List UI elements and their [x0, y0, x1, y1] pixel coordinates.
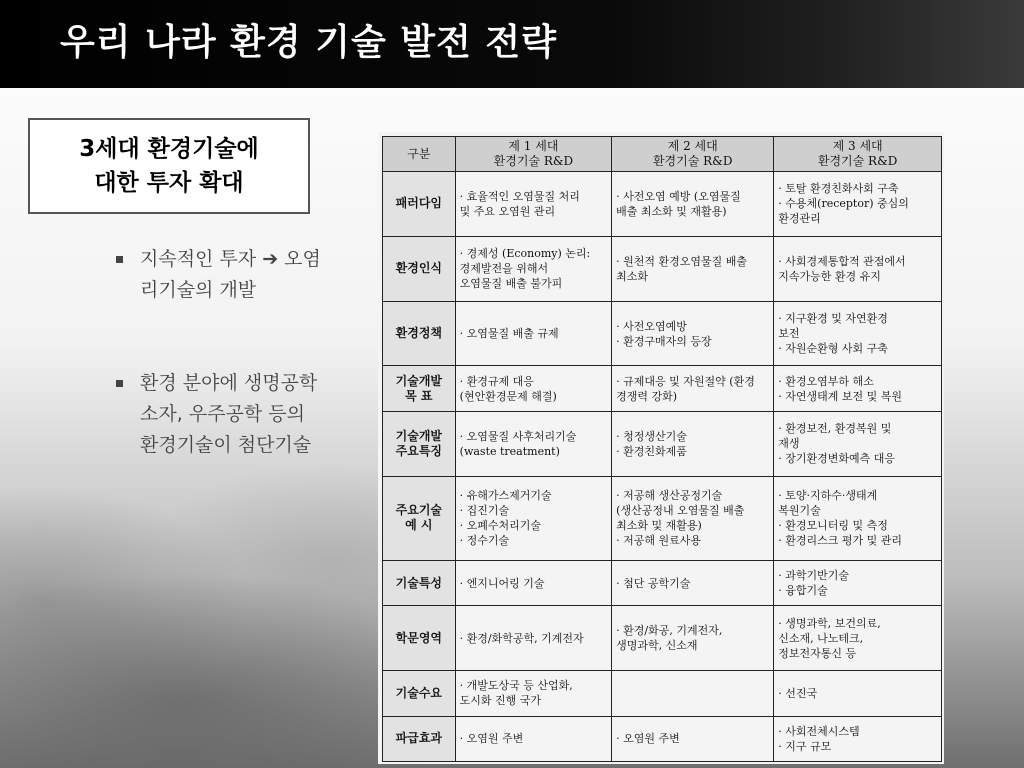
cell-text-line: · 선진국 [778, 686, 818, 700]
cell-text-line: · 장기환경변화예측 대응 [778, 452, 896, 466]
table-header-row [383, 137, 942, 172]
table-cell [612, 411, 774, 476]
bullet-text-line: 환경기술이 첨단기술 [140, 434, 312, 456]
cell-text-line: · 오염물질 사후처리기술 [459, 429, 577, 443]
table-cell [455, 236, 612, 301]
cell-text-line: · 환경리스크 평가 및 관리 [778, 534, 903, 548]
bullet-text-line: 지속적인 투자 ➔ 오염 [140, 248, 321, 270]
callout-box [28, 118, 310, 214]
row-header-cell: 기술수요 [383, 671, 456, 716]
cell-text-line: · 토탈 환경친화사회 구축 [778, 182, 899, 196]
row-header-cell: 기술개발 주요특징 [383, 411, 456, 476]
cell-text-line: 생명과학, 신소재 [616, 639, 698, 653]
cell-text-line: 경쟁력 강화) [616, 389, 678, 403]
cell-text-line: · 사회전체시스템 [778, 724, 860, 738]
cell-text-line: · 자원순환형 사회 구축 [778, 342, 888, 356]
header-cell: 제 3 세대 환경기술 R&D [774, 137, 942, 172]
comparison-table [382, 136, 942, 762]
table-cell [774, 301, 942, 366]
cell-text-line: · 저공해 원료사용 [616, 534, 702, 548]
title-bar [0, 0, 1024, 88]
cell-text-line: · 과학기반기술 [778, 569, 850, 583]
row-header-cell: 기술개발 목 표 [383, 366, 456, 411]
cell-text-line: · 환경보전, 환경복원 및 [778, 422, 892, 436]
table-row [383, 236, 942, 301]
table-cell [612, 236, 774, 301]
slide-title: 우리 나라 환경 기술 발전 전략 [60, 22, 557, 63]
row-header-cell: 환경정책 [383, 301, 456, 366]
table-cell [774, 606, 942, 671]
bullet-square-icon [116, 380, 123, 387]
cell-text-line: · 첨단 공학기술 [616, 576, 691, 590]
table-cell [774, 671, 942, 716]
table-cell [612, 671, 774, 716]
cell-text-line: 정보전자통신 등 [778, 646, 857, 660]
table-cell [455, 671, 612, 716]
cell-text-line: 도시화 진행 국가 [459, 694, 542, 708]
cell-text-line: · 경제성 (Economy) 논리: [459, 247, 591, 261]
table-cell [612, 172, 774, 237]
table-row [383, 716, 942, 761]
cell-text-line: · 사전오염 예방 (오염물질 [616, 189, 741, 203]
table-row [383, 560, 942, 605]
table-cell [612, 301, 774, 366]
cell-text-line: · 오염원 주변 [459, 732, 524, 746]
table-cell [455, 411, 612, 476]
table-cell [455, 476, 612, 560]
cell-text-line: 신소재, 나노테크, [778, 631, 864, 645]
cell-text-line: 최소화 및 재활용) [616, 519, 702, 533]
table-cell [455, 366, 612, 411]
header-cell: 제 2 세대 환경기술 R&D [612, 137, 774, 172]
table-cell [774, 476, 942, 560]
bullet-text-line: 리기술의 개발 [140, 279, 257, 301]
table-cell [455, 560, 612, 605]
table-row [383, 476, 942, 560]
row-header-cell: 파급효과 [383, 716, 456, 761]
cell-text-line: · 효율적인 오염물질 처리 [459, 189, 580, 203]
cell-text-line: · 환경/화공, 기계전자, [616, 624, 723, 638]
table-cell [612, 716, 774, 761]
cell-text-line: · 환경친화제품 [616, 444, 687, 458]
header-cell: 구분 [383, 137, 456, 172]
header-cell: 제 1 세대 환경기술 R&D [455, 137, 612, 172]
cell-text-line: 오염물질 배출 불가피 [459, 277, 563, 291]
cell-text-line: · 저공해 생산공정기술 [616, 489, 723, 503]
cell-text-line: · 원천적 환경오염물질 배출 [616, 254, 748, 268]
callout-line-2: 대한 투자 확대 [94, 170, 244, 196]
table-cell [612, 476, 774, 560]
cell-text-line: 및 주요 오염원 관리 [459, 204, 556, 218]
cell-text-line: · 생명과학, 보건의료, [778, 616, 881, 630]
cell-text-line: (현안환경문제 해결) [459, 389, 557, 403]
bullet-item [116, 368, 378, 461]
scanned-table-image [378, 132, 944, 764]
cell-text-line: · 환경오염부하 해소 [778, 374, 874, 388]
table-row [383, 606, 942, 671]
row-header-cell: 학문영역 [383, 606, 456, 671]
table-cell [455, 301, 612, 366]
bullet-list [116, 244, 378, 461]
cell-text-line: · 사회경제통합적 관점에서 [778, 254, 906, 268]
cell-text-line: · 환경모니터링 및 측정 [778, 519, 888, 533]
cell-text-line: · 오염원 주변 [616, 732, 680, 746]
table-cell [774, 366, 942, 411]
cell-text-line: · 엔지니어링 기술 [459, 576, 545, 590]
cell-text-line: 지속가능한 환경 유지 [778, 269, 881, 283]
table-cell [612, 606, 774, 671]
cell-text-line: · 정수기술 [459, 534, 510, 548]
table-row [383, 411, 942, 476]
cell-text-line: 보전 [778, 327, 800, 341]
cell-text-line: · 청정생산기술 [616, 429, 687, 443]
table-cell [774, 560, 942, 605]
bullet-square-icon [116, 256, 123, 263]
cell-text-line: · 토양·지하수·생태계 [778, 489, 878, 503]
cell-text-line: · 유해가스제거기술 [459, 489, 552, 503]
cell-text-line: 배출 최소화 및 재활용) [616, 204, 727, 218]
table-cell [774, 172, 942, 237]
table-cell [455, 606, 612, 671]
table-row [383, 172, 942, 237]
table-cell [774, 716, 942, 761]
row-header-cell: 주요기술 예 시 [383, 476, 456, 560]
cell-text-line: · 자연생태계 보전 및 복원 [778, 389, 903, 403]
cell-text-line: · 규제대응 및 자원절약 (환경 [616, 374, 755, 388]
cell-text-line: 재생 [778, 437, 800, 451]
table-row [383, 366, 942, 411]
table-cell [612, 366, 774, 411]
table-cell [612, 560, 774, 605]
cell-text-line: · 환경/화학공학, 기계전자 [459, 631, 584, 645]
table-body [383, 172, 942, 762]
callout-line-1: 3세대 환경기술에 [79, 136, 259, 162]
cell-text-line: 복원기술 [778, 504, 821, 518]
cell-text-line: · 환경규제 대응 [459, 374, 534, 388]
row-header-cell: 패러다임 [383, 172, 456, 237]
bullet-text-line: 환경 분야에 생명공학 [140, 372, 318, 394]
cell-text-line: (waste treatment) [459, 444, 560, 458]
cell-text-line: · 오염물질 배출 규제 [459, 327, 559, 341]
row-header-cell: 환경인식 [383, 236, 456, 301]
cell-text-line: · 수용체(receptor) 중심의 [778, 197, 909, 211]
table-cell [455, 172, 612, 237]
table-cell [774, 411, 942, 476]
cell-text-line: · 환경구매자의 등장 [616, 334, 712, 348]
cell-text-line: · 오폐수처리기술 [459, 519, 542, 533]
cell-text-line: 경제발전을 위해서 [459, 262, 549, 276]
bullet-text-line: 소자, 우주공학 등의 [140, 403, 305, 425]
cell-text-line: · 지구 규모 [778, 739, 832, 753]
cell-text-line: · 융합기술 [778, 584, 828, 598]
bullet-item [116, 244, 378, 306]
cell-text-line: (생산공정내 오염물질 배출 [616, 504, 745, 518]
table-row [383, 301, 942, 366]
cell-text-line: 환경관리 [778, 212, 821, 226]
cell-text-line: · 개발도상국 등 산업화, [459, 679, 573, 693]
cell-text-line: · 사전오염예방 [616, 319, 687, 333]
row-header-cell: 기술특성 [383, 560, 456, 605]
table-row [383, 671, 942, 716]
table-cell [774, 236, 942, 301]
cell-text-line: · 지구환경 및 자연환경 [778, 312, 888, 326]
table-cell [455, 716, 612, 761]
cell-text-line: · 집진기술 [459, 504, 510, 518]
cell-text-line: 최소화 [616, 269, 649, 283]
